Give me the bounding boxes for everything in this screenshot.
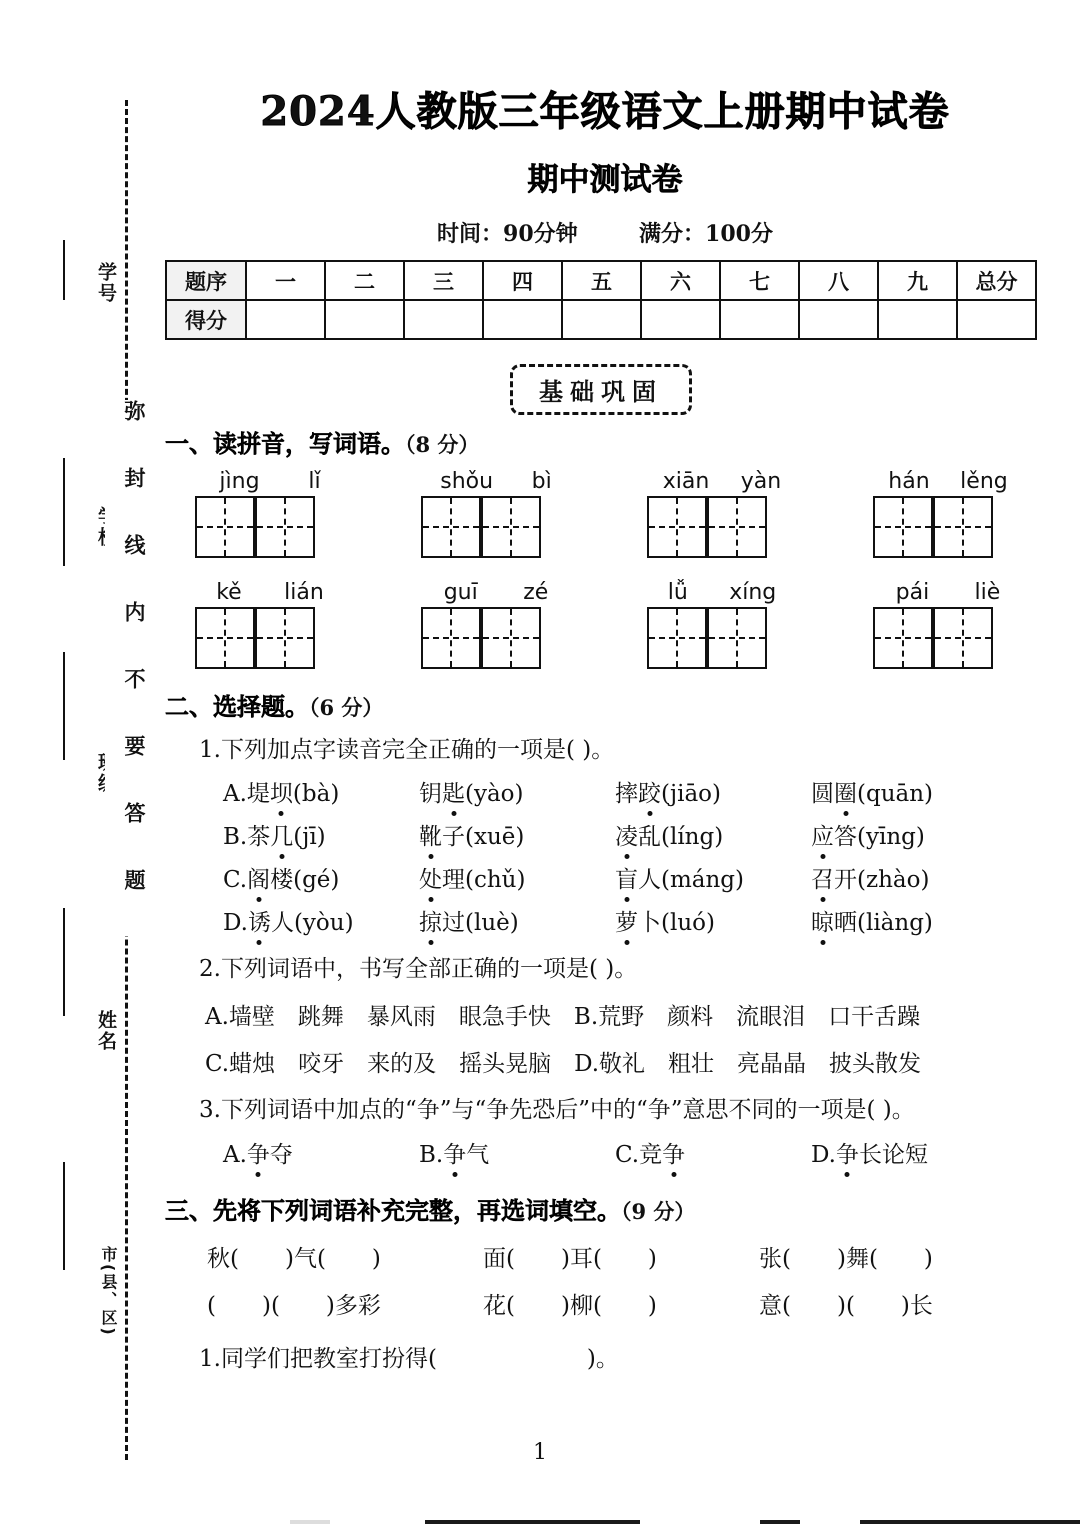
- option-pinyin: (líng): [661, 823, 724, 850]
- score-col-9: 九: [878, 261, 957, 300]
- option-letter: B.: [223, 823, 248, 850]
- section-1-heading: [165, 424, 1045, 459]
- score-col-3: 三: [404, 261, 483, 300]
- tianzige-pair[interactable]: [647, 607, 797, 669]
- seal-sidebar: [0, 0, 160, 1527]
- dotted-char: 召: [811, 866, 834, 893]
- dotted-char: 萝: [615, 909, 638, 936]
- tianzige-cell[interactable]: [647, 496, 707, 558]
- pinyin-syllable: guī: [443, 580, 478, 605]
- option-char: 竞: [639, 1142, 663, 1169]
- idiom-fill-row-1[interactable]: [165, 1240, 1045, 1273]
- tianzige-cell[interactable]: [481, 496, 541, 558]
- pinyin-label: [647, 580, 797, 605]
- tianzige-pair[interactable]: [195, 607, 345, 669]
- tianzige-pair[interactable]: [195, 496, 345, 558]
- section-2-heading: [165, 687, 1045, 722]
- score-cell-4[interactable]: [483, 300, 562, 339]
- pinyin-label: [873, 469, 1023, 494]
- dotted-char: 争: [246, 1142, 270, 1169]
- question-2-2-stem: 2.下列词语中，书写全部正确的一项是( )。: [199, 955, 638, 982]
- pinyin-label: [873, 580, 1023, 605]
- dotted-char: 匙: [442, 780, 465, 807]
- score-col-2: 二: [325, 261, 404, 300]
- pinyin-row-1: [165, 469, 1045, 558]
- option-pinyin: (jiāo): [661, 780, 721, 807]
- idiom-blank-item[interactable]: 意( )( )长: [759, 1293, 933, 1320]
- score-col-8: 八: [799, 261, 878, 300]
- pinyin-label: [421, 469, 571, 494]
- dotted-char: 应: [811, 823, 834, 850]
- option-letter: B.: [419, 1142, 444, 1169]
- idiom-blank-item[interactable]: 面( )耳( ): [483, 1246, 657, 1273]
- option-item[interactable]: [419, 904, 615, 937]
- score-cell-3[interactable]: [404, 300, 483, 339]
- pinyin-label: [421, 580, 571, 605]
- dotted-char: 阁: [247, 866, 271, 893]
- option-item[interactable]: [811, 861, 1007, 894]
- tianzige-cell[interactable]: [195, 496, 255, 558]
- dotted-char: 跤: [638, 780, 661, 807]
- option-pinyin: (luó): [661, 909, 715, 936]
- option-item-b[interactable]: [419, 1136, 615, 1169]
- question-2-1-option-d[interactable]: [165, 904, 1045, 937]
- pinyin-label: [195, 580, 345, 605]
- option-pinyin: (quān): [857, 780, 934, 807]
- subquestion-text: 1.同学们把教室打扮得(: [199, 1346, 437, 1373]
- option-item[interactable]: [223, 775, 419, 808]
- pinyin-syllable: yàn: [740, 469, 782, 494]
- option-pinyin: (xuē): [465, 823, 525, 850]
- table-row-scores: [166, 300, 1036, 339]
- option-item[interactable]: [223, 904, 419, 937]
- idiom-blank-item[interactable]: 张( )舞( ): [759, 1246, 933, 1273]
- option-item[interactable]: [419, 861, 615, 894]
- option-item-c[interactable]: [615, 1136, 811, 1169]
- option-item[interactable]: [223, 818, 419, 851]
- section-badge-wrap: [165, 360, 1045, 418]
- option-pinyin: (luè): [465, 909, 519, 936]
- question-2-2-options-line-2[interactable]: C.蜡烛 咬牙 来的及 摇头晃脑 D.敬礼 粗壮 亮晶晶 披头散发: [205, 1050, 922, 1077]
- next-page-edge: [0, 1520, 1080, 1527]
- tianzige-cell[interactable]: [421, 496, 481, 558]
- time-limit: 时间：90分钟: [437, 221, 578, 247]
- score-table-header-question: 题序: [166, 261, 246, 300]
- score-cell-8[interactable]: [799, 300, 878, 339]
- option-letter: D.: [223, 909, 248, 936]
- question-2-1-option-a[interactable]: [165, 775, 1045, 808]
- pinyin-group: [647, 469, 797, 558]
- tianzige-pair[interactable]: [421, 496, 571, 558]
- option-pinyin: (zhào): [857, 866, 930, 893]
- section-badge-basics: 基础巩固: [510, 364, 692, 415]
- option-pinyin: (gé): [293, 866, 340, 893]
- score-col-5: 五: [562, 261, 641, 300]
- option-pinyin: (jī): [293, 823, 326, 850]
- option-pinyin: (liàng): [857, 909, 933, 936]
- page-number: 1: [533, 1440, 547, 1465]
- score-col-total: 总分: [957, 261, 1036, 300]
- section-2-title: 二、选择题。: [165, 692, 309, 721]
- score-col-1: 一: [246, 261, 325, 300]
- subquestion-close: )。: [586, 1346, 619, 1373]
- sidebar-label-name: 姓名: [95, 1010, 117, 1052]
- tianzige-pair[interactable]: [873, 496, 1023, 558]
- seal-line-text: 弥封线内不要答题: [105, 400, 149, 936]
- option-item[interactable]: [811, 904, 1007, 937]
- option-item[interactable]: [615, 904, 811, 937]
- tianzige-cell[interactable]: [873, 607, 933, 669]
- dotted-char: 争: [443, 1142, 467, 1169]
- pinyin-syllable: lǚ: [667, 580, 688, 605]
- pinyin-syllable: jìng: [219, 469, 260, 494]
- pinyin-group: [421, 580, 571, 669]
- score-col-7: 七: [720, 261, 799, 300]
- section-1-title: 一、读拼音，写词语。: [165, 429, 405, 458]
- option-item[interactable]: [615, 818, 811, 851]
- question-2-1-stem: 1.下列加点字读音完全正确的一项是( )。: [199, 737, 615, 763]
- tianzige-cell[interactable]: [707, 496, 767, 558]
- option-char: 开: [834, 866, 857, 893]
- score-col-6: 六: [641, 261, 720, 300]
- question-2-3-options[interactable]: [165, 1136, 1045, 1169]
- dotted-char: 坝: [269, 780, 293, 807]
- tianzige-cell[interactable]: [255, 607, 315, 669]
- dotted-char: 圈: [834, 780, 857, 807]
- option-char: 卜: [638, 909, 661, 936]
- exam-body: [165, 0, 1045, 1373]
- idiom-blank-item[interactable]: ( )( )多彩: [207, 1293, 381, 1320]
- dotted-char: 处: [419, 866, 442, 893]
- section-3-subquestion-1[interactable]: [165, 1340, 1045, 1373]
- option-item[interactable]: [615, 775, 811, 808]
- tianzige-cell[interactable]: [481, 607, 541, 669]
- question-2-3-stem: 3.下列词语中加点的“争”与“争先恐后”中的“争”意思不同的一项是( )。: [199, 1096, 915, 1123]
- option-char: 圆: [811, 780, 834, 807]
- option-char: 理: [442, 866, 465, 893]
- tianzige-cell[interactable]: [255, 496, 315, 558]
- question-2-2-options-line-1[interactable]: A.墙壁 跳舞 暴风雨 眼急手快 B.荒野 颜料 流眼泪 口干舌躁: [205, 1003, 921, 1030]
- tianzige-cell[interactable]: [933, 607, 993, 669]
- pinyin-group: [873, 469, 1023, 558]
- pinyin-syllable: lěng: [960, 469, 1008, 494]
- option-item-d[interactable]: [811, 1136, 1007, 1169]
- option-letter: C.: [615, 1142, 640, 1169]
- tianzige-cell[interactable]: [421, 607, 481, 669]
- option-char: 楼: [270, 866, 294, 893]
- option-pinyin: (yào): [465, 780, 524, 807]
- option-char: 过: [442, 909, 465, 936]
- pinyin-syllable: shǒu: [440, 469, 494, 494]
- total-score: 满分：100分: [639, 221, 773, 247]
- dotted-char: 掠: [419, 909, 442, 936]
- option-letter: C.: [223, 866, 248, 893]
- option-item-a[interactable]: [223, 1136, 419, 1169]
- section-3-title: 三、先将下列词语补充完整，再选词填空。: [165, 1196, 621, 1226]
- dotted-char: 几: [270, 823, 294, 850]
- option-char: 茶: [247, 823, 271, 850]
- option-char: 人: [638, 866, 661, 893]
- score-cell-6[interactable]: [641, 300, 720, 339]
- idiom-fill-row-2[interactable]: [165, 1287, 1045, 1320]
- score-cell-1[interactable]: [246, 300, 325, 339]
- pinyin-syllable: lián: [284, 580, 324, 605]
- tianzige-pair[interactable]: [421, 607, 571, 669]
- option-letter: D.: [811, 1142, 836, 1169]
- exam-meta: [165, 217, 1045, 248]
- score-cell-7[interactable]: [720, 300, 799, 339]
- pinyin-group: [421, 469, 571, 558]
- tianzige-cell[interactable]: [707, 607, 767, 669]
- table-row-question-numbers: [166, 261, 1036, 300]
- pinyin-syllable: hán: [888, 469, 930, 494]
- pinyin-syllable: zé: [523, 580, 549, 605]
- pinyin-label: [647, 469, 797, 494]
- section-1-points: （8 分）: [405, 432, 480, 457]
- pinyin-syllable: xiān: [662, 469, 710, 494]
- option-item[interactable]: [811, 818, 1007, 851]
- option-char: 夺: [269, 1142, 293, 1169]
- tianzige-pair[interactable]: [647, 496, 797, 558]
- sidebar-label-city-county: 市(县、区): [99, 1246, 118, 1337]
- option-pinyin: (máng): [661, 866, 745, 893]
- dotted-char: 诱: [247, 909, 271, 936]
- pinyin-group: [647, 580, 797, 669]
- pinyin-group: [195, 580, 345, 669]
- dotted-char: 靴: [419, 823, 442, 850]
- option-item[interactable]: [811, 775, 1007, 808]
- pinyin-label: [195, 469, 345, 494]
- pinyin-syllable: bì: [531, 469, 552, 494]
- dotted-char: 凌: [615, 823, 638, 850]
- question-2-1-option-c[interactable]: [165, 861, 1045, 894]
- pinyin-row-2: [165, 580, 1045, 669]
- option-pinyin: (bà): [292, 780, 340, 807]
- score-cell-5[interactable]: [562, 300, 641, 339]
- section-3-heading: [165, 1191, 1045, 1226]
- page-subtitle: 期中测试卷: [527, 162, 683, 198]
- pinyin-group: [195, 469, 345, 558]
- option-char: 人: [270, 909, 294, 936]
- dotted-char: 盲: [615, 866, 638, 893]
- idiom-blank-item[interactable]: 秋( )气( ): [207, 1246, 381, 1273]
- dotted-char: 争: [835, 1142, 859, 1169]
- option-char: 长论短: [858, 1142, 928, 1169]
- option-letter: A.: [223, 780, 247, 807]
- question-2-1-option-b[interactable]: [165, 818, 1045, 851]
- score-col-4: 四: [483, 261, 562, 300]
- dotted-char: 争: [662, 1142, 686, 1169]
- score-table: [165, 260, 1037, 340]
- score-cell-2[interactable]: [325, 300, 404, 339]
- tianzige-cell[interactable]: [195, 607, 255, 669]
- dotted-char: 晾: [811, 909, 834, 936]
- option-char: 答: [834, 823, 857, 850]
- tianzige-cell[interactable]: [873, 496, 933, 558]
- option-char: 钥: [419, 780, 442, 807]
- pinyin-syllable: lǐ: [308, 469, 321, 494]
- pinyin-syllable: kě: [216, 580, 242, 605]
- tianzige-cell[interactable]: [933, 496, 993, 558]
- pinyin-group: [873, 580, 1023, 669]
- sidebar-rule: [63, 652, 65, 760]
- option-letter: A.: [223, 1142, 247, 1169]
- option-char: 气: [466, 1142, 490, 1169]
- score-cell-total[interactable]: [957, 300, 1036, 339]
- option-item[interactable]: [223, 861, 419, 894]
- option-char: 摔: [615, 780, 638, 807]
- section-2-points: （6 分）: [309, 695, 384, 720]
- option-pinyin: (chǔ): [465, 866, 526, 893]
- option-pinyin: (yòu): [293, 909, 354, 936]
- option-char: 堤: [246, 780, 270, 807]
- option-pinyin: (yīng): [857, 823, 925, 850]
- option-item[interactable]: [419, 775, 615, 808]
- option-char: 乱: [638, 823, 661, 850]
- pinyin-syllable: xíng: [729, 580, 777, 605]
- sidebar-label-student-id: 学号: [95, 262, 117, 304]
- page-title: 2024人教版三年级语文上册期中试卷: [260, 88, 950, 135]
- option-item[interactable]: [615, 861, 811, 894]
- idiom-blank-item[interactable]: 花( )柳( ): [483, 1293, 657, 1320]
- option-item[interactable]: [419, 818, 615, 851]
- score-cell-9[interactable]: [878, 300, 957, 339]
- tianzige-pair[interactable]: [873, 607, 1023, 669]
- option-char: 晒: [834, 909, 857, 936]
- option-char: 子: [442, 823, 465, 850]
- tianzige-cell[interactable]: [647, 607, 707, 669]
- pinyin-syllable: liè: [974, 580, 1001, 605]
- pinyin-syllable: pái: [895, 580, 930, 605]
- section-3-points: （9 分）: [621, 1199, 696, 1225]
- sidebar-rule: [63, 908, 65, 1016]
- score-table-header-score: 得分: [166, 300, 246, 339]
